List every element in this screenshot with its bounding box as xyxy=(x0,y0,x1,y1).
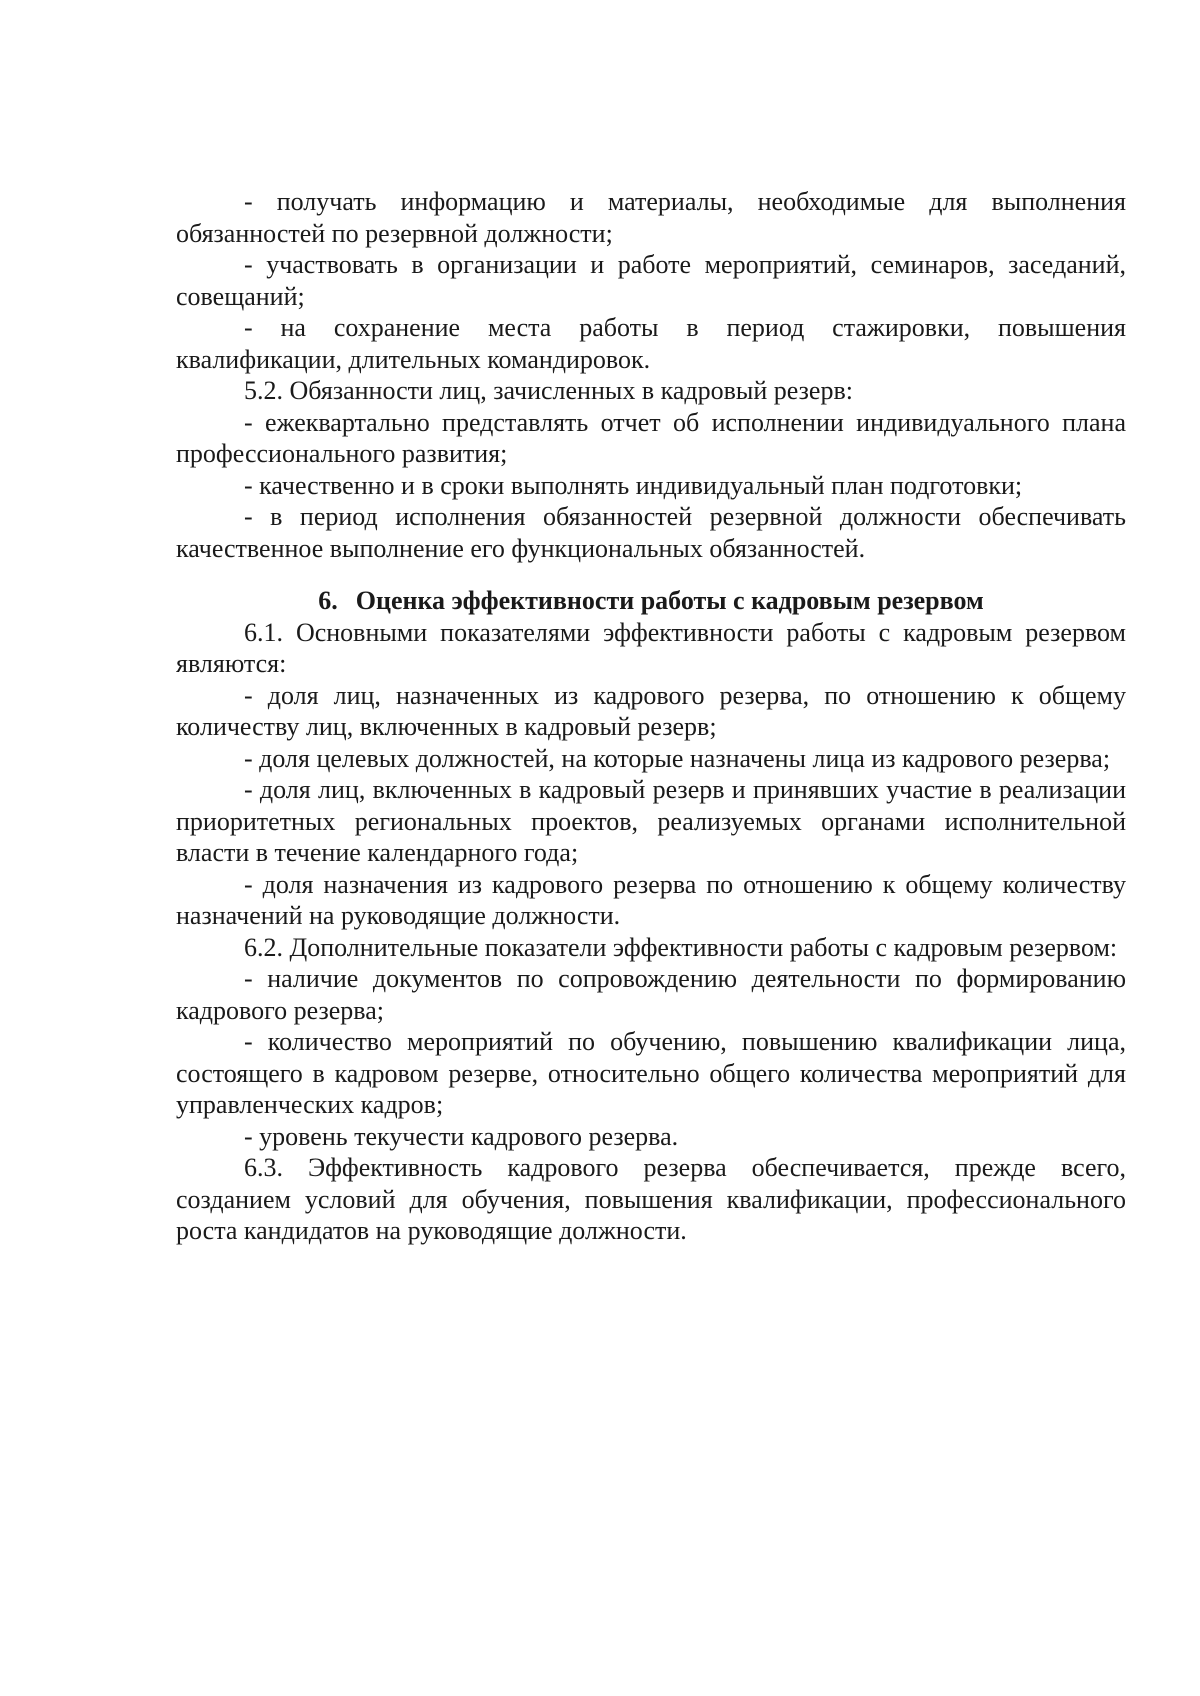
section-6-title: Оценка эффективности работы с кадровым резервом xyxy=(355,586,984,615)
paragraph-indicator-appointments-share: - доля назначения из кадрового резерва по отношению к общему количеству назначений на руководящие должности. xyxy=(176,869,1126,930)
paragraph-5-2-duties-heading: 5.2. Обязанности лиц, зачисленных в кадровый резерв: xyxy=(244,376,853,405)
section-6-number: 6. xyxy=(318,586,338,615)
paragraph-indicator-appointed-share: - доля лиц, назначенных из кадрового резерва, по отношению к общему количеству лиц, включенных в кадровый резерв; xyxy=(176,680,1126,741)
paragraph-6-1-main-indicators: 6.1. Основными показателями эффективности работы с кадровым резервом являются: xyxy=(176,617,1126,678)
paragraph-duty-perform-functions: - в период исполнения обязанностей резервной должности обеспечивать качественное выполнение его функциональных обязанностей. xyxy=(176,502,1126,563)
paragraph-right-participate: - участвовать в организации и работе мероприятий, семинаров, заседаний, совещаний; xyxy=(176,250,1126,311)
paragraph-indicator-turnover: - уровень текучести кадрового резерва. xyxy=(244,1121,679,1151)
document-page xyxy=(176,186,1126,1247)
paragraph-right-keep-workplace: - на сохранение места работы в период стажировки, повышения квалификации, длительных командировок. xyxy=(176,313,1126,374)
paragraph-6-3-effectiveness: 6.3. Эффективность кадрового резерва обеспечивается, прежде всего, созданием условий для обучения, повышения квалификации, профессионального роста кандидатов на руководящие должности. xyxy=(176,1153,1126,1245)
paragraph-indicator-documents: - наличие документов по сопровождению деятельности по формированию кадрового резерва; xyxy=(176,964,1126,1025)
paragraph-duty-quarterly-report: - ежеквартально представлять отчет об исполнении индивидуального плана профессионального развития; xyxy=(176,407,1126,468)
paragraph-6-2-additional-indicators: 6.2. Дополнительные показатели эффективности работы с кадровым резервом: xyxy=(244,932,1118,962)
section-6-heading xyxy=(176,585,1126,617)
paragraph-indicator-regional-projects: - доля лиц, включенных в кадровый резерв и принявших участие в реализации приоритетных региональных проектов, реализуемых органами исполнительной власти в течение календарного года; xyxy=(176,775,1126,867)
paragraph-duty-fulfil-plan: - качественно и в сроки выполнять индивидуальный план подготовки; xyxy=(244,470,1023,500)
paragraph-indicator-training-events: - количество мероприятий по обучению, повышению квалификации лица, состоящего в кадровом резерве, относительно общего количества мероприятий для управленческих кадров; xyxy=(176,1027,1126,1119)
paragraph-right-obtain-information: - получать информацию и материалы, необходимые для выполнения обязанностей по резервной должности; xyxy=(176,187,1126,248)
paragraph-indicator-target-positions: - доля целевых должностей, на которые назначены лица из кадрового резерва; xyxy=(244,743,1111,773)
